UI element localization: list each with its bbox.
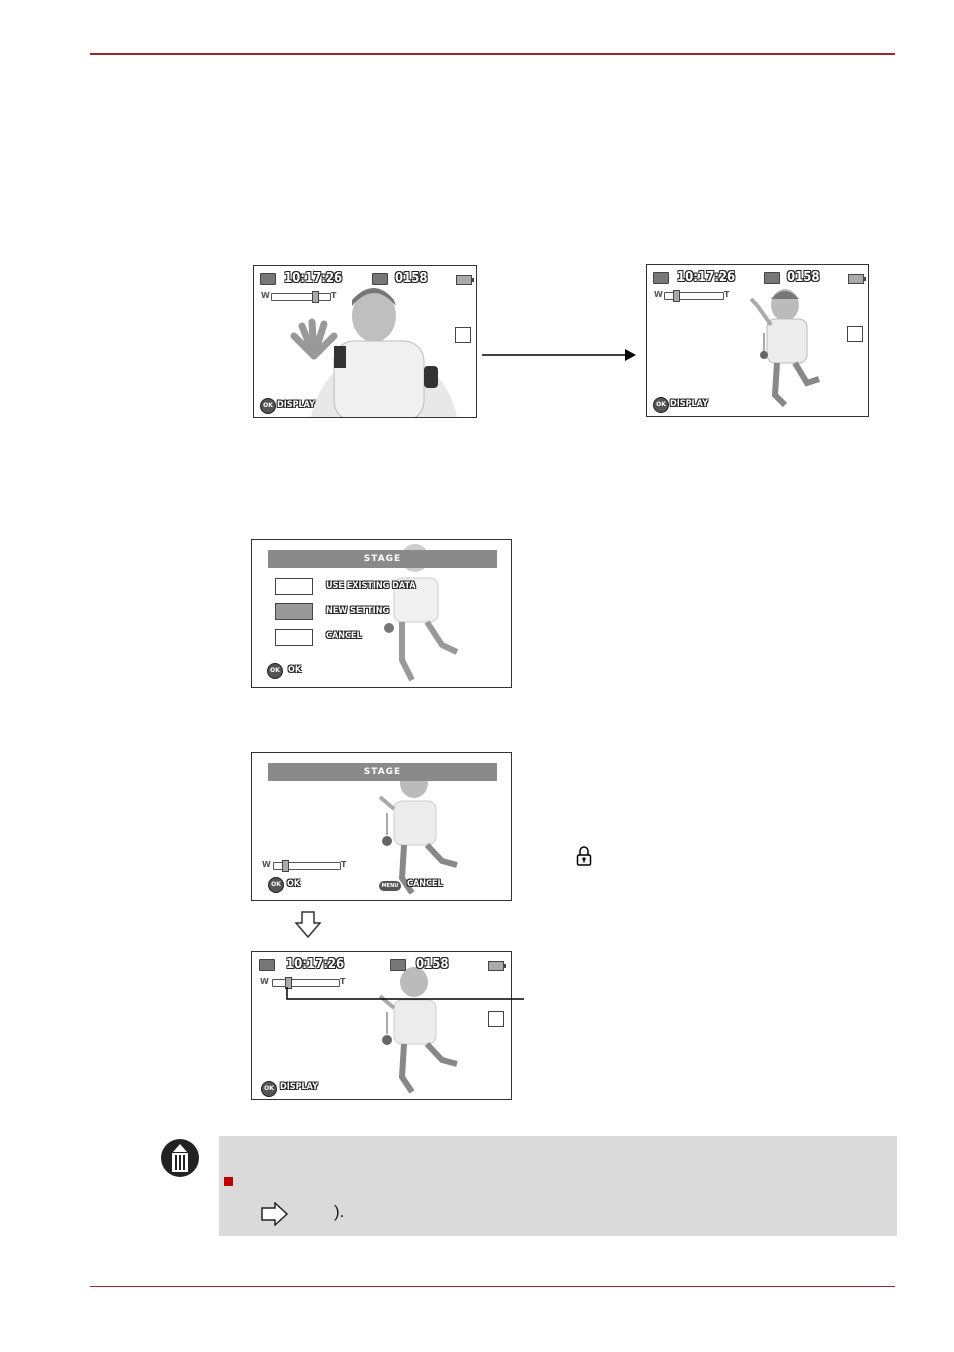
time-readout: 10:17:26 xyxy=(284,271,343,286)
stabilizer-icon xyxy=(455,327,471,343)
option-cancel-icon[interactable] xyxy=(275,629,313,646)
stage-title-bar xyxy=(268,550,497,568)
battery-icon xyxy=(488,961,504,971)
stabilizer-icon xyxy=(488,1011,504,1027)
note-box xyxy=(219,1136,897,1236)
camera-screen-3 xyxy=(251,951,512,1100)
battery-icon xyxy=(456,275,472,285)
option-cancel[interactable]: CANCEL xyxy=(326,631,362,641)
option-use-existing-icon[interactable] xyxy=(275,578,313,595)
display-label: DISPLAY xyxy=(280,1082,318,1092)
zoom-t-label: T xyxy=(341,860,347,869)
zoom-w-label: W xyxy=(261,291,270,300)
zoom-t-label: T xyxy=(340,977,346,986)
zoom-w-label: W xyxy=(262,860,271,869)
movie-icon xyxy=(259,959,275,971)
shot-count: 0158 xyxy=(787,270,820,285)
subject-photo-large xyxy=(254,266,476,417)
ok-badge: OK xyxy=(261,1081,277,1097)
shot-count: 0158 xyxy=(395,271,428,286)
zoom-w-label: W xyxy=(654,290,663,299)
zoom-thumb xyxy=(312,291,319,303)
zoom-bar xyxy=(271,293,331,301)
cancel-label: CANCEL xyxy=(407,879,443,889)
ok-label: OK xyxy=(288,665,302,675)
movie-icon xyxy=(260,273,276,285)
ok-badge: OK xyxy=(653,397,669,413)
zoom-bar xyxy=(272,979,340,987)
camera-icon xyxy=(764,272,780,284)
option-use-existing[interactable]: USE EXISTING DATA xyxy=(326,581,416,591)
down-arrow-icon xyxy=(294,911,322,939)
stabilizer-icon xyxy=(847,326,863,342)
menu-badge: MENU xyxy=(379,881,401,891)
zoom-t-label: T xyxy=(331,291,337,300)
camera-icon xyxy=(390,959,406,971)
zoom-w-label: W xyxy=(260,977,269,986)
zoom-thumb[interactable] xyxy=(282,860,289,872)
camera-screen-2 xyxy=(646,264,869,417)
arrow-right-icon xyxy=(480,348,640,362)
display-label: DISPLAY xyxy=(277,400,315,410)
note-bullet xyxy=(224,1177,233,1186)
camera-icon xyxy=(372,273,388,285)
lock-icon xyxy=(576,845,592,867)
top-rule xyxy=(90,53,895,55)
ok-badge: OK xyxy=(260,398,276,414)
zoom-thumb xyxy=(673,290,680,302)
shot-count: 0158 xyxy=(416,957,449,972)
time-readout: 10:17:26 xyxy=(286,957,345,972)
zoom-t-label: T xyxy=(724,290,730,299)
ok-badge: OK xyxy=(267,663,283,679)
note-trailing-text: ). xyxy=(334,1202,345,1221)
ok-badge: OK xyxy=(268,877,284,893)
subject-photo-result xyxy=(252,952,511,1099)
zoom-bar xyxy=(664,292,724,300)
option-new-setting-icon[interactable] xyxy=(275,603,313,620)
stage-adjust-screen xyxy=(251,752,512,901)
option-new-setting[interactable]: NEW SETTING xyxy=(326,606,390,616)
bottom-rule xyxy=(90,1286,895,1287)
battery-icon xyxy=(848,274,864,284)
stage-title-bar xyxy=(268,763,497,781)
hollow-right-arrow-icon xyxy=(261,1202,289,1226)
note-pencil-icon xyxy=(160,1138,200,1178)
subject-photo-small xyxy=(647,265,868,416)
movie-icon xyxy=(653,272,669,284)
callout-leader-line xyxy=(284,987,524,1001)
stage-title: STAGE xyxy=(363,767,402,777)
ok-label: OK xyxy=(287,879,301,889)
camera-screen-1 xyxy=(253,265,477,418)
display-label: DISPLAY xyxy=(670,399,708,409)
stage-title: STAGE xyxy=(363,554,402,564)
zoom-bar[interactable] xyxy=(273,862,341,870)
time-readout: 10:17:26 xyxy=(677,270,736,285)
stage-menu-screen xyxy=(251,539,512,688)
